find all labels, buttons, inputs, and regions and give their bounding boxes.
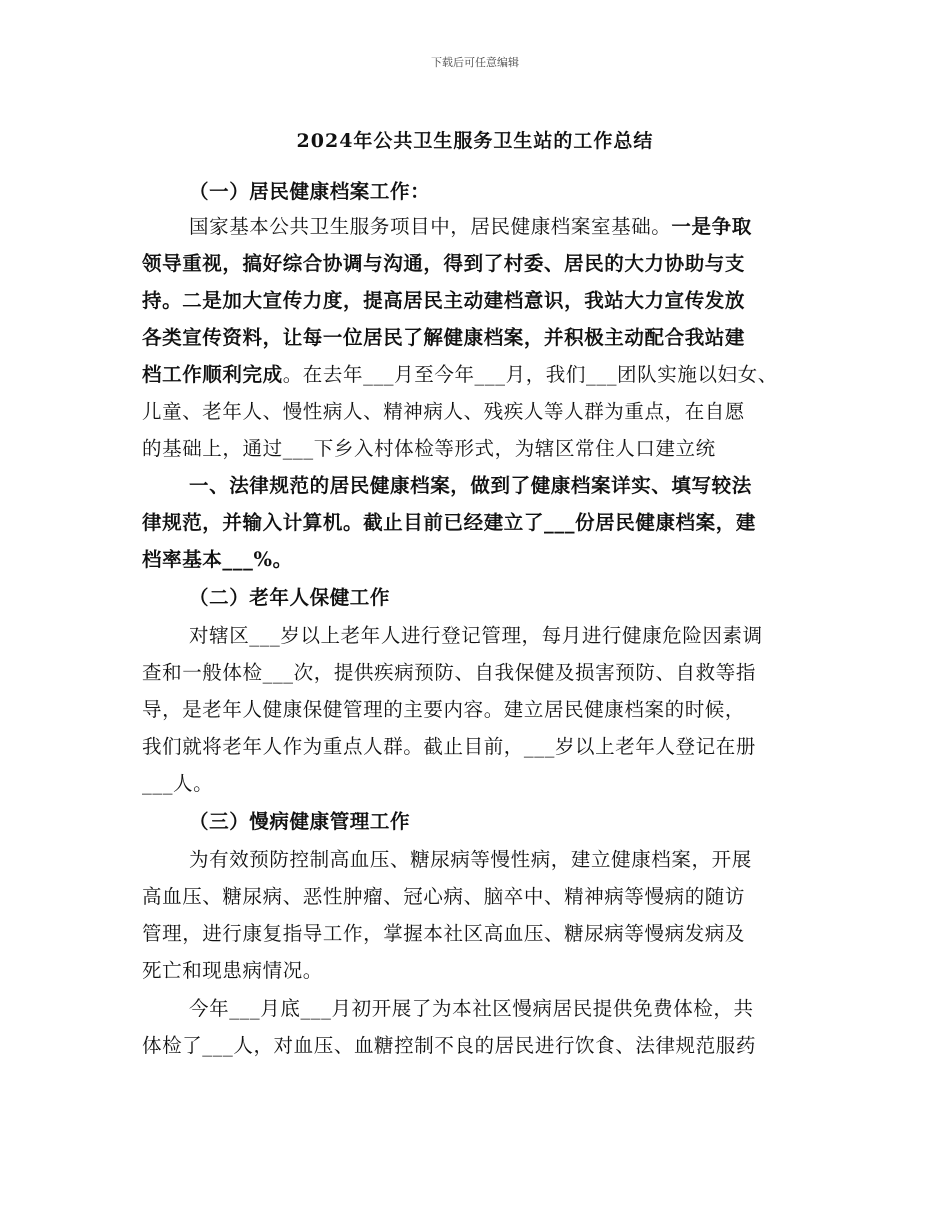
paragraph-line: 档工作顺利完成。在去年___月至今年___月，我们___团队实施以妇女、	[142, 363, 778, 386]
paragraph-line: 导，是老年人健康保健管理的主要内容。建立居民健康档案的时候，	[142, 698, 746, 721]
paragraph-line: 死亡和现患病情况。	[142, 959, 323, 982]
paragraph-line: 档率基本___%。	[142, 548, 293, 571]
paragraph-line: ___人。	[142, 772, 214, 795]
page-header: 下载后可任意编辑	[431, 56, 519, 69]
paragraph-line: 儿童、老年人、慢性病人、精神病人、残疾人等人群为重点，在自愿	[142, 400, 746, 423]
section-heading-3: （三）慢病健康管理工作	[189, 810, 411, 833]
paragraph-line: 高血压、糖尿病、恶性肿瘤、冠心病、脑卒中、精神病等慢病的随访	[142, 885, 746, 908]
section-heading-2: （二）老年人保健工作	[189, 586, 391, 609]
paragraph-line: 的基础上，通过___下乡入村体检等形式，为辖区常住人口建立统	[142, 437, 716, 460]
paragraph-line: 为有效预防控制高血压、糖尿病等慢性病，建立健康档案，开展	[189, 848, 752, 871]
paragraph-line: 体检了___人，对血压、血糖控制不良的居民进行饮食、法律规范服药	[142, 1034, 756, 1057]
section-heading-1: （一）居民健康档案工作：	[189, 180, 431, 203]
document-title: 2024年公共卫生服务卫生站的工作总结	[296, 130, 654, 152]
paragraph-line: 各类宣传资料，让每一位居民了解健康档案，并积极主动配合我站建	[142, 326, 746, 349]
paragraph-line: 今年___月底___月初开展了为本社区慢病居民提供免费体检，共	[189, 997, 754, 1020]
paragraph-line: 管理，进行康复指导工作，掌握本社区高血压、糖尿病等慢病发病及	[142, 922, 746, 945]
paragraph-line: 国家基本公共卫生服务项目中，居民健康档案室基础。一是争取	[189, 215, 752, 238]
paragraph-line: 律规范，并输入计算机。截止目前已经建立了___份居民健康档案，建	[142, 511, 756, 534]
paragraph-line: 一、法律规范的居民健康档案，做到了健康档案详实、填写较法	[189, 474, 752, 497]
paragraph-line: 我们就将老年人作为重点人群。截止目前，___岁以上老年人登记在册	[142, 735, 756, 758]
paragraph-line: 领导重视，搞好综合协调与沟通，得到了村委、居民的大力协助与支	[142, 252, 746, 275]
paragraph-line: 对辖区___岁以上老年人进行登记管理，每月进行健康危险因素调	[189, 624, 763, 647]
paragraph-line: 查和一般体检___次，提供疾病预防、自我保健及损害预防、自救等指	[142, 661, 756, 684]
paragraph-line: 持。二是加大宣传力度，提高居民主动建档意识，我站大力宣传发放	[142, 289, 746, 312]
